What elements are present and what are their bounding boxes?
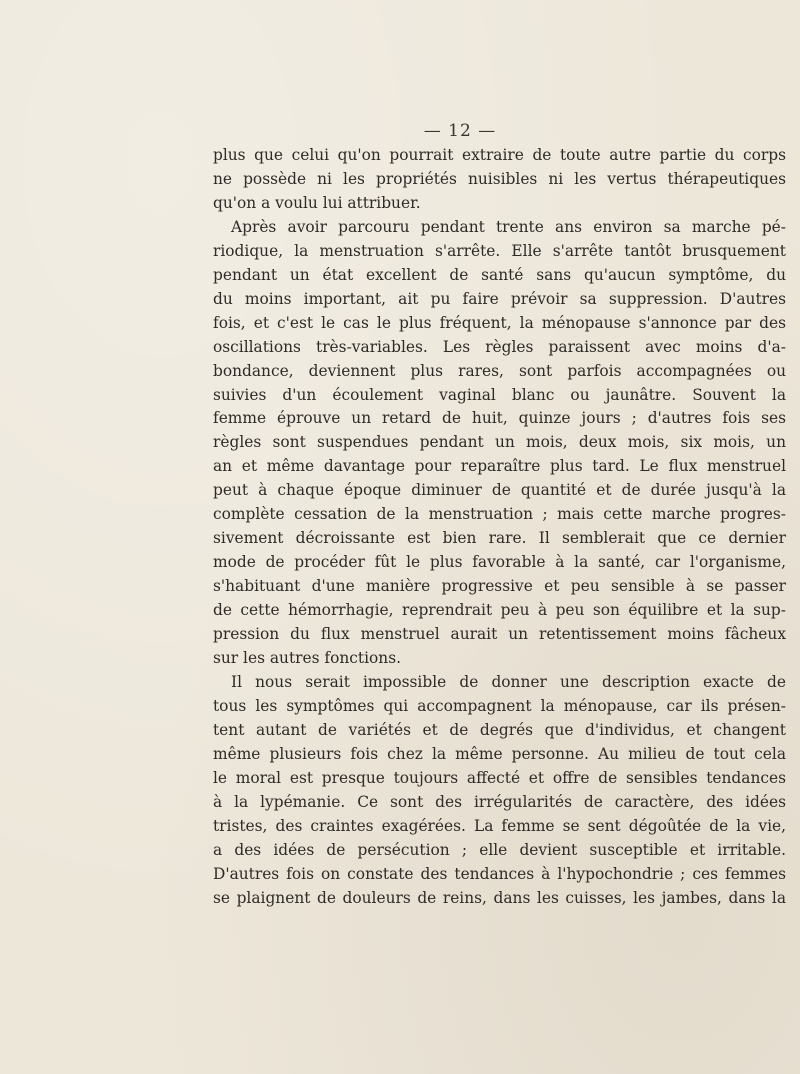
text-line: complète cessation de la menstruation ; mais cette marche progres- xyxy=(213,505,786,524)
paragraph-2 xyxy=(213,216,786,671)
text-line: mode de procéder fût le plus favorable à la santé, car l'organisme, xyxy=(213,553,786,572)
text-line: fois, et c'est le cas le plus fréquent, la ménopause s'annonce par des xyxy=(213,313,786,332)
text-line: D'autres fois on constate des tendances à l'hypochondrie ; ces femmes xyxy=(213,864,786,883)
text-line: même plusieurs fois chez la même personne. Au milieu de tout cela xyxy=(213,744,786,763)
text-line: tristes, des craintes exagérées. La femme se sent dégoûtée de la vie, xyxy=(213,816,786,835)
text-line: femme éprouve un retard de huit, quinze jours ; d'autres fois ses xyxy=(213,409,786,428)
text-line: sivement décroissante est bien rare. Il semblerait que ce dernier xyxy=(213,529,786,548)
paragraph-1 xyxy=(213,144,786,216)
text-line: le moral est presque toujours affecté et offre de sensibles tendances xyxy=(213,768,786,787)
text-line: tent autant de variétés et de degrés que d'individus, et changent xyxy=(213,720,786,739)
text-line: bondance, deviennent plus rares, sont parfois accompagnées ou xyxy=(213,361,786,380)
text-line: se plaignent de douleurs de reins, dans les cuisses, les jambes, dans la xyxy=(213,888,786,907)
text-line: Il nous serait impossible de donner une description exacte de xyxy=(231,672,786,691)
text-line: an et même davantage pour reparaître plus tard. Le flux menstruel xyxy=(213,457,786,476)
text-line: suivies d'un écoulement vaginal blanc ou jaunâtre. Souvent la xyxy=(213,385,786,404)
body-text xyxy=(213,144,786,911)
text-line: qu'on a voulu lui attribuer. xyxy=(213,193,421,212)
text-line: plus que celui qu'on pourrait extraire de toute autre partie du corps xyxy=(213,146,786,164)
text-line: règles sont suspendues pendant un mois, deux mois, six mois, un xyxy=(213,433,786,452)
paragraph-3 xyxy=(213,671,786,911)
text-line: Après avoir parcouru pendant trente ans environ sa marche pé- xyxy=(231,217,786,236)
text-line: pression du flux menstruel aurait un retentissement moins fâcheux xyxy=(213,625,786,644)
text-line: tous les symptômes qui accompagnent la ménopause, car ils présen- xyxy=(213,696,786,715)
text-line: sur les autres fonctions. xyxy=(213,649,401,668)
text-line: a des idées de persécution ; elle devient susceptible et irritable. xyxy=(213,840,786,859)
page-number: — 12 — xyxy=(423,121,497,141)
text-line: à la lypémanie. Ce sont des irrégularités de caractère, des idées xyxy=(213,792,786,811)
text-line: du moins important, ait pu faire prévoir sa suppression. D'autres xyxy=(213,289,786,308)
text-line: pendant un état excellent de santé sans qu'aucun symptôme, du xyxy=(213,265,786,284)
text-line: oscillations très-variables. Les règles paraissent avec moins d'a- xyxy=(213,337,786,356)
text-line: ne possède ni les propriétés nuisibles ni les vertus thérapeutiques xyxy=(213,169,786,188)
text-line: peut à chaque époque diminuer de quantité et de durée jusqu'à la xyxy=(213,481,786,500)
text-line: de cette hémorrhagie, reprendrait peu à peu son équilibre et la sup- xyxy=(213,601,786,620)
text-line: riodique, la menstruation s'arrête. Elle s'arrête tantôt brusquement xyxy=(213,241,786,260)
text-line: s'habituant d'une manière progressive et peu sensible à se passer xyxy=(213,577,786,596)
